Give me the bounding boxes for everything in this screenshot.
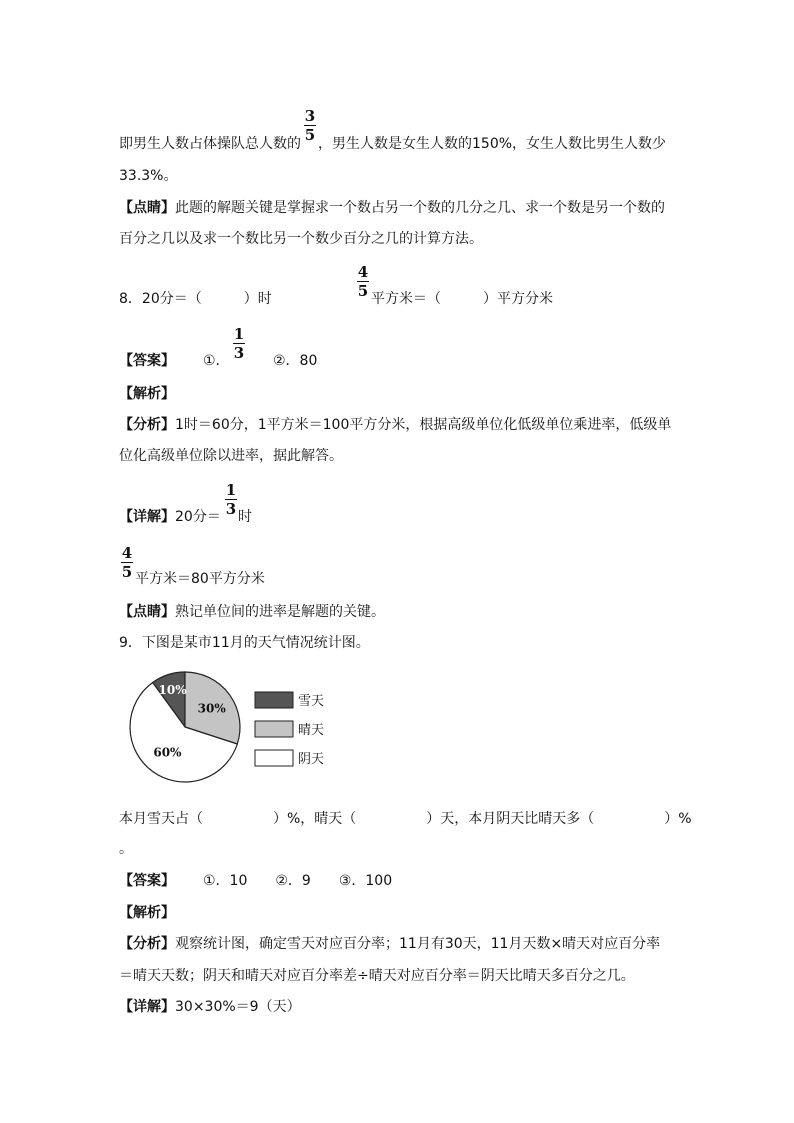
pie-label-2: 30% xyxy=(197,701,226,716)
legend-swatch-3 xyxy=(255,750,293,766)
q8-part-a: 8．20分＝（ ）时 xyxy=(119,291,272,307)
q9-title: 9．下图是某市11月的天气情况统计图。 xyxy=(119,635,370,651)
fraction-numerator: 3 xyxy=(304,107,316,125)
answer-tag: 【答案】 xyxy=(119,353,175,369)
legend-swatch-1 xyxy=(255,692,293,708)
q9-fenxi-line2: ＝晴天天数；阴天和晴天对应百分率差÷晴天对应百分率＝阴天比晴天多百分之几。 xyxy=(119,968,635,984)
q8-detail2: 平方米＝80平方分米 xyxy=(135,571,265,587)
q8-detail-line: 【详解】20分＝ xyxy=(119,509,221,525)
legend-swatch-2 xyxy=(255,721,293,737)
q8-tip: 【点睛】熟记单位间的进率是解题的关键。 xyxy=(119,604,385,620)
q8-fenxi-line2: 位化高级单位除以进率，据此解答。 xyxy=(119,448,343,464)
p1-line1: 即男生人数占体操队总人数的 xyxy=(119,136,301,152)
tip-tag: 【点睛】 xyxy=(119,200,175,216)
q9-answer: ①．10 ②．9 ③．100 xyxy=(203,873,393,889)
q9-answer-tag: 【答案】 xyxy=(119,873,175,889)
legend-label-1: 雪天 xyxy=(298,694,325,709)
detail2-fraction-4-5: 4 5 xyxy=(121,544,133,581)
q8-answer-1: ①． xyxy=(203,353,230,369)
analysis-tag: 【解析】 xyxy=(119,386,175,402)
pie-label-3: 60% xyxy=(153,745,182,760)
fraction-4-5: 4 5 xyxy=(357,263,369,300)
fraction-denominator: 5 xyxy=(304,126,316,144)
fraction-3-5 xyxy=(304,108,316,143)
q9-detail: 【详解】30×30%＝9（天） xyxy=(119,999,301,1015)
answer-fraction-1-3: 1 3 xyxy=(233,325,245,362)
tip1-line2: 百分之几以及求一个数比另一个数少百分之几的计算方法。 xyxy=(119,231,483,247)
legend-label-2: 晴天 xyxy=(298,723,325,738)
q9-analysis-tag: 【解析】 xyxy=(119,905,175,921)
tip1-line1: 【点睛】此题的解题关键是掌握求一个数占另一个数的几分之几、求一个数是另一个数的 xyxy=(119,200,665,216)
q8-answer-2: ②．80 xyxy=(273,353,318,369)
pie-label-1: 10% xyxy=(158,683,187,697)
q8-detail-unit: 时 xyxy=(238,509,252,525)
q9-fenxi-line1: 【分析】观察统计图，确定雪天对应百分率；11月有30天，11月天数×晴天对应百分率 xyxy=(119,936,661,952)
weather-pie-chart xyxy=(120,665,350,790)
detail-fraction-1-3: 1 3 xyxy=(225,481,237,518)
p1-line2: 33.3%。 xyxy=(119,168,178,184)
p1-line1-rest: ，男生人数是女生人数的150%，女生人数比男生人数少 xyxy=(318,136,667,152)
q8-part-b: 平方米＝（ ）平方分米 xyxy=(371,291,553,307)
q8-fenxi-line1: 【分析】1时＝60分，1平方米＝100平方分米，根据高级单位化低级单位乘进率，低级单 xyxy=(119,417,672,433)
legend-label-3: 阴天 xyxy=(298,752,325,767)
q9-question-line2: 。 xyxy=(119,841,133,857)
q9-question-line1: 本月雪天占（ ）%，晴天（ ）天，本月阴天比晴天多（ ）% xyxy=(119,811,692,827)
